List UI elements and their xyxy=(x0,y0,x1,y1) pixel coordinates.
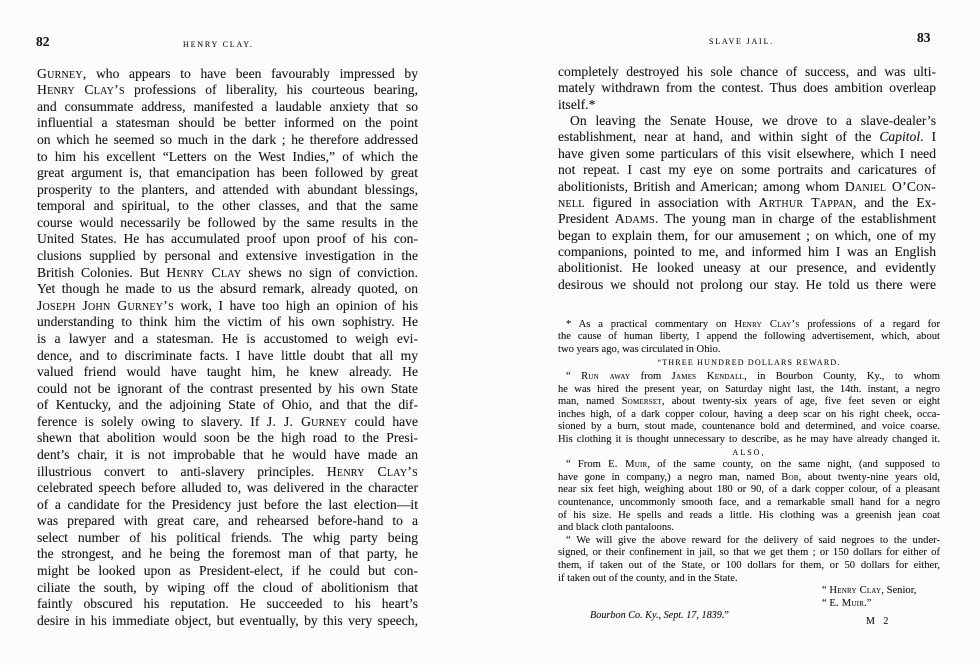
text-run: the cause of human liberty, I append the following advertisement, which, about xyxy=(558,331,940,343)
body-line xyxy=(37,480,418,497)
text-run: of Kentucky, and the adjoining State of Ohio, and that the dif- xyxy=(37,397,418,413)
text-run: itself.* xyxy=(558,96,596,112)
text-run: , Senior, xyxy=(881,585,917,597)
small-caps-text: Adams xyxy=(614,211,655,227)
text-run: , and the Ex- xyxy=(853,194,936,210)
text-run: them, if taken out of the State, or 100 dollars for them, or 50 dollars for either, xyxy=(558,559,940,571)
footnote-line xyxy=(558,421,940,434)
body-line xyxy=(37,115,418,132)
text-run: , about twenty-nine years old, xyxy=(798,471,940,483)
text-run: , of the same county, on the same night, (and supposed to xyxy=(647,459,940,471)
body-line xyxy=(558,97,936,113)
footnote-line xyxy=(558,472,940,485)
text-run: desire in his immediate object, but eventually, by this very speech, xyxy=(37,612,418,628)
text-run: ference is solely owing to slavery. If xyxy=(37,413,267,429)
small-caps-text: James Kendall xyxy=(671,371,745,383)
heading-line xyxy=(558,447,940,460)
body-line xyxy=(558,129,936,145)
body-line xyxy=(37,497,418,514)
signature-mark: M 2 xyxy=(866,615,892,627)
small-caps-text: Joseph John Gurney’s xyxy=(37,297,174,313)
text-run: President xyxy=(558,211,615,227)
body-line xyxy=(37,414,418,431)
body-line xyxy=(558,64,936,80)
text-run: “ xyxy=(822,585,830,597)
text-run: select number of his political friends. The whig party being xyxy=(37,529,418,545)
footnote-line xyxy=(558,371,940,384)
advertisement-paragraph xyxy=(558,371,940,447)
text-run: “ We will give the above reward for the delivery of said negroes to the under- xyxy=(566,534,940,546)
text-run: “ xyxy=(566,371,582,383)
advertisement-heading xyxy=(558,357,940,370)
footnote-line xyxy=(558,522,940,535)
body-line xyxy=(37,530,418,547)
footnote xyxy=(558,319,940,623)
small-caps-text: Run away xyxy=(581,371,631,383)
running-head: HENRY CLAY. xyxy=(183,40,254,49)
text-run: abolitionist. He looked uneasy at our presence, and evidently xyxy=(558,260,936,276)
body-line xyxy=(558,146,936,162)
text-run: signed, or their confinement in jail, so that we get them ; or 150 dollars for either of xyxy=(558,547,940,559)
text-run: from xyxy=(630,371,672,383)
footnote-line xyxy=(558,573,940,586)
body-line xyxy=(37,447,418,464)
footnote-line xyxy=(558,344,940,357)
body-line xyxy=(558,244,936,260)
text-run: .” xyxy=(864,597,872,609)
footnote-line xyxy=(558,331,940,344)
body-line xyxy=(558,260,936,276)
small-caps-text: Henry Clay’s xyxy=(734,318,800,330)
body-line xyxy=(37,348,418,365)
text-run: understanding to think him the victim of his own sophistry. He xyxy=(37,314,418,330)
text-run: “ xyxy=(822,597,830,609)
footnote-line xyxy=(558,384,940,397)
text-run: . I xyxy=(920,129,936,145)
signature-line xyxy=(558,585,940,598)
text-run: on which he seemed so much in the dark ; he therefore addressed xyxy=(37,132,418,147)
small-caps-text: E. Muir xyxy=(829,597,865,609)
text-run: and consummate address, manifested a laudable anxiety that so xyxy=(37,98,418,114)
body-line xyxy=(37,265,418,282)
body-line xyxy=(37,513,418,530)
text-run: temporal and spiritual, to the other classes, and that the same xyxy=(37,198,418,214)
body-line xyxy=(37,248,418,265)
signature-block xyxy=(558,585,940,610)
text-run: dent’s chair, it is not improbable that he would have made an xyxy=(37,446,418,462)
text-run: On leaving the Senate House, we drove to a slave-dealer’s xyxy=(570,112,936,128)
text-run: companions, pointed to me, and informed him I was an English xyxy=(558,244,936,260)
text-run: professions of liberality, his courteous bearing, xyxy=(124,82,418,98)
text-run: abolitionists, British and American; among whom xyxy=(558,178,845,194)
small-caps-text: Somerset xyxy=(621,396,662,408)
text-run: United States. He has accumulated proof upon proof of his con- xyxy=(37,231,418,247)
small-caps-text: Daniel O’Con- xyxy=(844,178,936,194)
footnote-intro xyxy=(558,319,940,357)
footnote-line xyxy=(558,560,940,573)
body-line xyxy=(37,66,418,83)
text-run: dence, and to discriminate facts. I have little doubt that all my xyxy=(37,347,418,363)
body-line xyxy=(37,198,418,215)
footnote-line xyxy=(558,459,940,472)
reward-notice xyxy=(558,535,940,585)
text-run: ciliate the south, by wiping off the cloud of abolitionism that xyxy=(37,579,418,595)
footnote-line xyxy=(558,535,940,548)
footnote-line xyxy=(558,409,940,422)
text-run: two years ago, was circulated in Ohio. xyxy=(558,343,721,355)
body-line xyxy=(558,162,936,178)
body-text xyxy=(37,66,418,630)
text-run: “ From xyxy=(566,459,609,471)
small-caps-text: Henry Clay xyxy=(829,585,882,597)
text-run: establishment, near at hand, and within sight of the xyxy=(558,129,880,145)
text-run: British Colonies. But xyxy=(37,264,167,280)
text-run: is a lawyer and a statesman. He is accustomed to weigh evi- xyxy=(37,330,418,346)
body-line xyxy=(37,165,418,182)
footnote-line xyxy=(558,484,940,497)
text-run: shewn that abolition would soon be the high road to the Presi- xyxy=(37,430,418,446)
text-run: great argument is, that emancipation has been followed by great xyxy=(37,165,418,181)
body-line xyxy=(37,397,418,414)
text-run: was prepared with great care, and rehearsed before-hand to a xyxy=(37,513,418,529)
small-caps-text: Bob xyxy=(781,471,799,483)
also-heading xyxy=(558,447,940,460)
footnote-line xyxy=(558,510,940,523)
body-line xyxy=(558,179,936,195)
body-line xyxy=(37,613,418,630)
text-run: could have xyxy=(346,413,418,429)
text-run: shews no sign of conviction. xyxy=(241,264,418,280)
body-line xyxy=(558,277,936,293)
text-run: valued friend would have taught him, he knew already. He xyxy=(37,364,418,380)
small-caps-text: Henry Clay’s xyxy=(326,463,418,479)
text-run: professions of a regard for xyxy=(799,318,940,330)
text-run: and black cloth pantaloons. xyxy=(558,522,674,534)
body-line xyxy=(37,314,418,331)
text-run: ” xyxy=(724,610,729,622)
text-run: of a candidate for the Presidency just before the last election—it xyxy=(37,496,418,512)
body-line xyxy=(558,228,936,244)
body-line xyxy=(37,430,418,447)
text-run: prosperity to the planters, and attended with abundant blessings, xyxy=(37,181,418,197)
italic-text: Capitol xyxy=(879,129,921,145)
body-line xyxy=(37,464,418,481)
text-run: work, I have too high an opinion of his xyxy=(173,297,418,313)
small-caps-text: E. Muir xyxy=(608,459,648,471)
body-line xyxy=(37,82,418,99)
text-run: His clothing it is thought unnecessary to describe, as he may have already changed it. xyxy=(558,434,940,446)
text-run: he was hired the present year, on Saturday night last, the 14th. instant, a negro xyxy=(558,383,940,395)
advertisement-paragraph xyxy=(558,459,940,535)
italic-text: Bourbon Co. Ky., Sept. 17, 1839. xyxy=(590,610,725,622)
text-run: not repeat. I cast my eye on some portraits and caricatures of xyxy=(558,162,936,178)
text-run: course would necessarily be followed by the same results in the xyxy=(37,214,418,230)
body-line xyxy=(37,99,418,116)
body-line xyxy=(37,580,418,597)
body-line xyxy=(37,298,418,315)
footnote-line xyxy=(558,396,940,409)
text-run: near six feet high, weighing about 180 or 90, of a dark copper colour, of a pleasant xyxy=(558,484,940,496)
text-run: countenance, uncommonly smooth face, and a remarkable small hand for a negro xyxy=(558,497,940,508)
text-run: ALSO, xyxy=(732,447,766,457)
text-run: influential a statesman should be better informed on the point xyxy=(37,115,418,131)
body-line xyxy=(37,546,418,563)
text-run: desirous we should not prolong our stay. He told us there were xyxy=(558,276,936,292)
small-caps-text: J. J. Gurney xyxy=(266,413,347,429)
text-run: “THREE HUNDRED DOLLARS REWARD. xyxy=(657,358,841,368)
text-run: , about twenty-six years of age, five feet seven or eight xyxy=(661,396,940,408)
footnote-line xyxy=(558,547,940,560)
footnote-line xyxy=(558,434,940,447)
body-line xyxy=(37,596,418,613)
text-run: have gone in company,) a negro man, named xyxy=(558,471,782,483)
body-line xyxy=(37,381,418,398)
body-line xyxy=(37,215,418,232)
text-run: inches high, of a dark copper colour, having a deep scar on his right cheek, occa- xyxy=(558,408,940,420)
small-caps-text: Arthur Tappan xyxy=(758,194,854,210)
body-line xyxy=(37,364,418,381)
body-line xyxy=(37,563,418,580)
body-line xyxy=(37,281,418,298)
text-run: if taken out of the county, and in the State. xyxy=(558,572,738,584)
text-run: might be looked upon as President-elect, if he could but con- xyxy=(37,563,418,579)
text-run: completely destroyed his sole chance of success, and was ulti- xyxy=(558,63,936,79)
small-caps-text: Henry Clay’s xyxy=(37,82,125,98)
page-number: 82 xyxy=(36,34,50,49)
footnote-line xyxy=(558,319,940,332)
text-run: mately withdrawn from the contest. Thus does ambition overleap xyxy=(558,80,936,96)
text-run: . The young man in charge of the establishment xyxy=(654,211,936,227)
body-line xyxy=(37,182,418,199)
running-head: SLAVE JAIL. xyxy=(709,37,774,46)
body-line xyxy=(37,331,418,348)
body-line xyxy=(558,195,936,211)
text-run: clusions supplied by personal and extensive investigation in the xyxy=(37,248,418,264)
text-run: , in Bourbon County, Ky., to whom xyxy=(744,371,940,383)
signature-line xyxy=(558,598,940,611)
body-line xyxy=(37,231,418,248)
page-number: 83 xyxy=(917,30,931,45)
body-line xyxy=(37,149,418,166)
body-text xyxy=(558,64,936,293)
body-line xyxy=(558,113,936,129)
heading-line xyxy=(558,357,940,370)
text-run: sioned by a burn, stout made, countenance bold and determined, and voice coarse. xyxy=(558,421,940,433)
body-line xyxy=(37,132,418,149)
text-run: have given some particulars of this visit elsewhere, which I need xyxy=(558,145,936,161)
text-run: figured in association with xyxy=(584,194,759,210)
text-run: Yet though he made to us the absurd remark, already quoted, on xyxy=(37,281,418,297)
text-run: could not be ignorant of the contrast presented by his own State xyxy=(37,380,418,396)
text-run: the strongest, and he being the foremost man of that party, he xyxy=(37,546,418,562)
text-run: man, named xyxy=(558,396,622,408)
text-run: * As a practical commentary on xyxy=(566,318,735,330)
text-run: , who appears to have been favourably impressed by xyxy=(82,65,418,81)
text-run: of his size. He spells and reads a little. His clothing was a greenish jean coat xyxy=(558,509,940,521)
footnote-line xyxy=(558,497,940,510)
text-run: faintly obscured his reputation. He succeeded to his heart’s xyxy=(37,596,418,612)
body-line xyxy=(558,80,936,96)
text-run: illustrious convert to anti-slavery principles. xyxy=(37,463,327,479)
text-run: to him his excellent “Letters on the West Indies,” of which the xyxy=(37,148,418,164)
small-caps-text: Henry Clay xyxy=(166,264,242,280)
small-caps-text: nell xyxy=(558,194,585,210)
text-run: celebrated speech before alluded to, was delivered in the character xyxy=(37,480,418,496)
text-run: began to explain them, for our amusement ; on which, one of my xyxy=(558,227,936,243)
small-caps-text: Gurney xyxy=(37,65,83,81)
body-line xyxy=(558,211,936,227)
